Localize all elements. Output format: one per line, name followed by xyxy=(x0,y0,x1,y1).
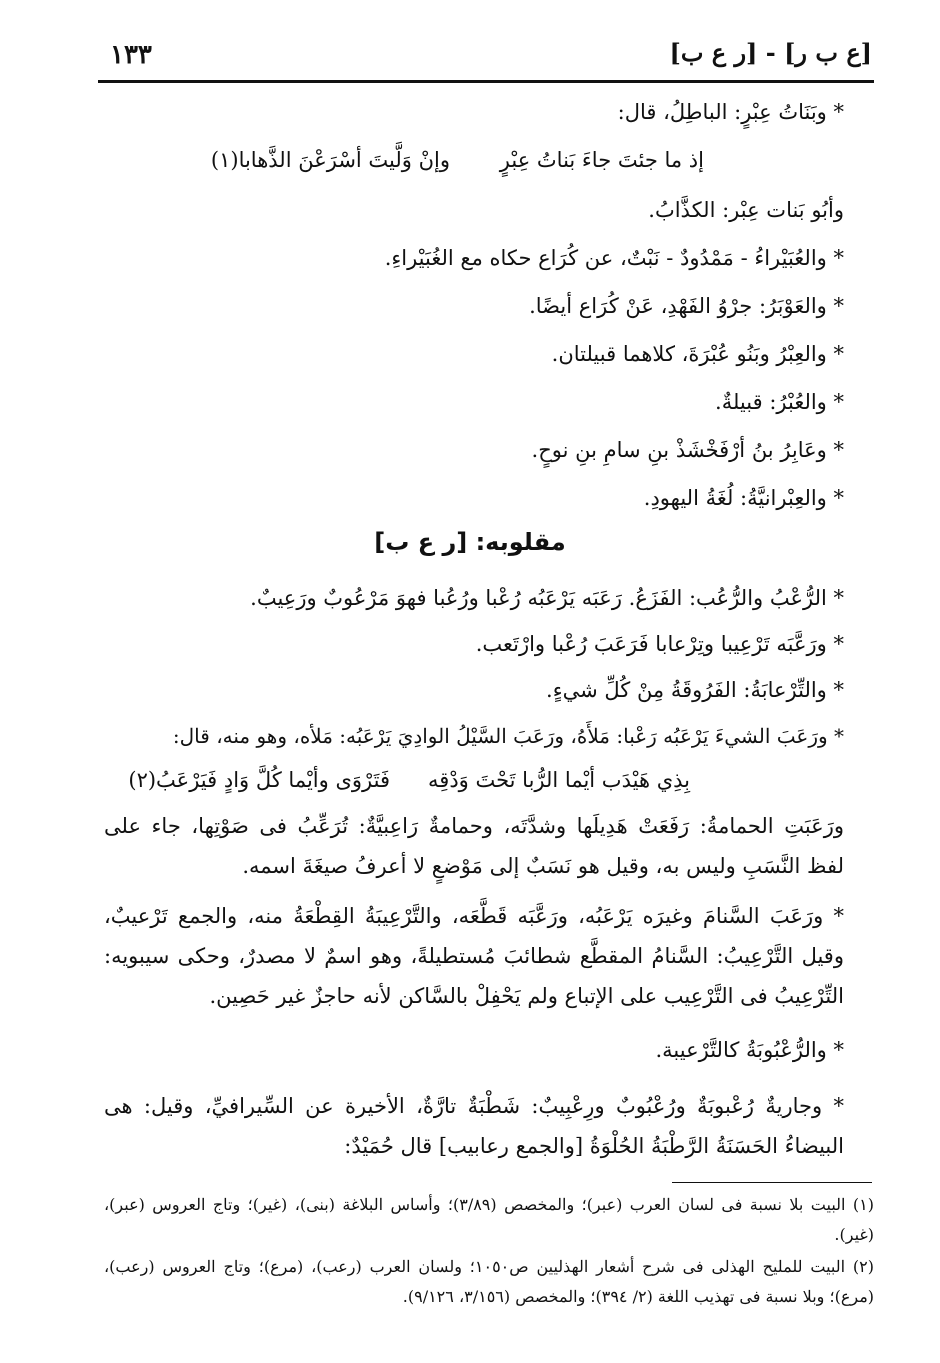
text-line: * والتِّرْعابَةُ: الفَرُوقَةُ مِنْ كُلِّ شيءٍ. xyxy=(546,678,844,702)
text-line: * والعُبْرُ: قبيلةٌ. xyxy=(715,390,844,414)
section-heading: مقلوبه: [ر ع ب] xyxy=(374,528,566,556)
footnote: (٢) البيت للمليح الهذلى فى شرح أشعار الهذليين ص١٠٥٠؛ ولسان العرب (رعب)، (مرع)؛ وتاج العروس (رعب)، (مرع)؛ وبلا نسبة فى تهذيب اللغة (٢/ ٣٩٤)؛ والمخصص (٣/١٥٦، ٩/١٢٦). xyxy=(104,1257,874,1306)
paragraph: ورَعَبَتِ الحمامةُ: رَفَعَتْ هَدِيلَها وشدَّتَه، وحمامةٌ رَاعِبيَّةٌ: تُرَعِّبُ فى صَوْتِها، جاء على لفظ النَّسَبِ وليس به، وقيل هو نَسَبٌ إلى مَوْضعٍ لا أعرفُ صيغَةَ اسمه. xyxy=(104,814,844,878)
text-line: * ورَعَبَ الشيءَ يَرْعَبُه رَعْبا: مَلأَهُ، ورَعَبَ السَّيْلُ الوادِيَ يَرْعَبُه: مَلأه، وهو منه، قال: xyxy=(172,724,844,748)
text-line: * والعُبَيْراءُ - مَمْدُودٌ - نَبْتٌ، عن كُرَاع حكاه مع الغُبَيْراءِ. xyxy=(384,246,844,270)
footnote-rule xyxy=(672,1182,872,1183)
footnote: (١) البيت بلا نسبة فى لسان العرب (عبر)؛ والمخصص (٣/٨٩)؛ وأساس البلاغة (بنى)، (غير)؛ وتاج العروس (عبر)، (غير). xyxy=(104,1195,875,1244)
running-title: [ع ب ر] - [ر ع ب] xyxy=(669,38,872,67)
text-line: * والعِبْرانيَّةُ: لُغَةُ اليهودِ. xyxy=(643,486,844,510)
header-rule xyxy=(98,80,874,83)
text-line: * وعَابِرُ بنُ أرْفَخْشَذْ بنِ سامِ بنِ نوحٍ. xyxy=(531,438,844,462)
verse-hemistich-right: بِذِي هَيْدَب أيْما الرُّبا تَحْتَ وَدْقِه xyxy=(428,768,690,792)
text-line: * وبَنَاتُ عِبْرٍ: الباطِلُ، قال: xyxy=(617,100,844,124)
paragraph: * ورَعَبَ السَّنامَ وغيرَه يَرْعَبُه، ورَعَّبَه قَطَّعَه، والتَّرْعِيبَةُ القِطْعَةُ منه، والجمع تَرْعيبٌ، وقيل التَّرْعِيبُ: السَّنامُ المقطَّع شطائبَ مُستطيلةً، وهو اسمٌ لا مصدرٌ، وحكى سيبويه: التِّرْعِيبُ فى التَّرْعِيب على الإتباع ولم يَحْفِلْ بالسَّاكن لأنه حاجزٌ غير حَصِين. xyxy=(104,904,844,1008)
verse-hemistich-right: إذ ما جئتَ جاءَ بَناتُ عِبْرٍ xyxy=(499,148,704,172)
paragraph: * وجاريةٌ رُعْبوبَةٌ ورُعْبُوبٌ ورِعْبِيبٌ: شَطْبَةٌ تارَّةٌ، الأخيرة عن السِّيرافيِّ، وقيل: هى البيضاءُ الحَسَنَةُ الرَّطْبَةُ الحُلْوَةُ [والجمع رعابيب] قال حُمَيْدٌ: xyxy=(104,1094,844,1158)
text-line: * ورَعَّبَه تَرْعِيبا وتِرْعابا فَرَعَبَ رُعْبا وارْتَعب. xyxy=(475,632,844,656)
verse-hemistich-left: وإنْ وَلَّيتَ أسْرَعْنَ الذَّهابا(١) xyxy=(210,148,450,172)
page-number: ١٣٣ xyxy=(110,40,152,70)
text-line: وأبُو بَنات عِبْر: الكذَّابُ. xyxy=(648,198,844,222)
text-line: * الرُّعْبُ والرُّعُب: الفَزَعُ. رَعَبَه يَرْعَبُه رُعْبا ورُعُبا فهوَ مَرْعُوبٌ ورَعِيبٌ. xyxy=(250,586,844,610)
text-line: * والرُّعْبُوبَةُ كالتَّرْعيبة. xyxy=(655,1038,844,1062)
verse-hemistich-left: فَتَرْوَى وأيْما كُلَّ وَادٍ فَيَرْعَبُ(٢) xyxy=(128,768,390,792)
text-line: * والعِبْرُ وبَنُو عُبْرَةَ، كلاهما قبيلتان. xyxy=(551,342,844,366)
text-line: * والعَوْبَرُ: جرْوُ الفَهْدِ، عَنْ كُرَاع أيضًا. xyxy=(529,294,844,318)
